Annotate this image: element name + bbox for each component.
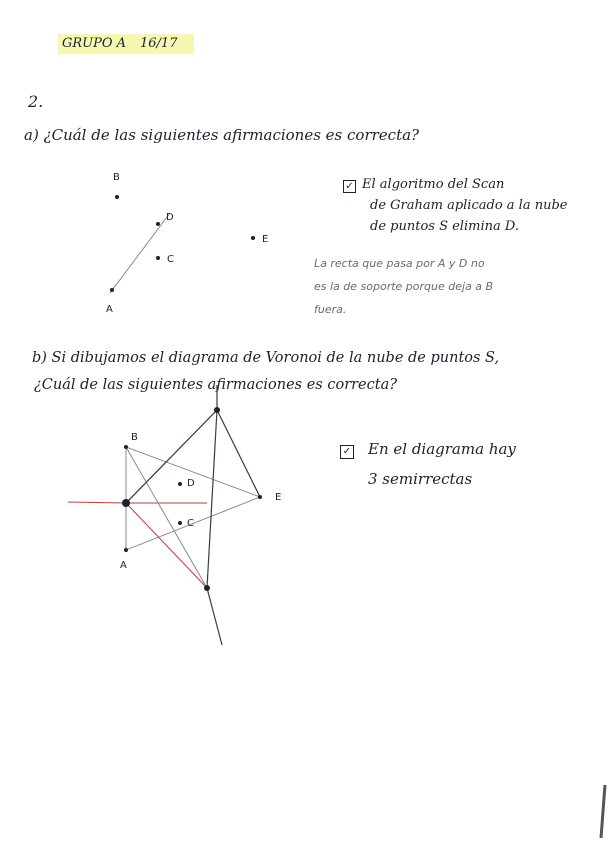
vor-point-b-label: B bbox=[131, 432, 138, 443]
answer-a-line-1: El algoritmo del Scan bbox=[362, 177, 505, 192]
note-a-line-3: fuera. bbox=[314, 303, 347, 316]
point-d-label: D bbox=[166, 212, 174, 223]
checkbox-a[interactable]: ✓ bbox=[343, 180, 356, 193]
part-b-prompt-line-2: ¿Cuál de las siguientes afirmaciones es correcta? bbox=[34, 377, 398, 393]
point-c-label: C bbox=[167, 254, 174, 265]
vor-point-c-label: C bbox=[187, 518, 194, 529]
checkbox-b[interactable]: ✓ bbox=[340, 445, 354, 459]
note-a-line-2: es la de soporte porque deja a B bbox=[314, 280, 494, 293]
answer-b-line-1: En el diagrama hay bbox=[368, 440, 516, 458]
answer-b-line-2: 3 semirrectas bbox=[368, 470, 473, 488]
note-a-line-1: La recta que pasa por A y D no bbox=[314, 257, 485, 270]
question-number: 2. bbox=[28, 92, 44, 111]
answer-a-line-2: de Graham aplicado a la nube bbox=[370, 198, 568, 213]
score-label: 16/17 bbox=[140, 36, 178, 51]
part-a-prompt: a) ¿Cuál de las siguientes afirmaciones es correcta? bbox=[24, 126, 420, 144]
answer-a-line-3: de puntos S elimina D. bbox=[370, 219, 519, 234]
vor-point-a-label: A bbox=[120, 560, 127, 571]
vor-point-e-label: E bbox=[275, 492, 282, 503]
point-b-label: B bbox=[113, 172, 120, 183]
vor-point-d-label: D bbox=[187, 478, 195, 489]
point-e-label: E bbox=[262, 234, 269, 245]
part-b-prompt-line-1: b) Si dibujamos el diagrama de Voronoi de la nube de puntos S, bbox=[32, 350, 500, 366]
point-a-label: A bbox=[106, 304, 113, 315]
group-label: GRUPO A bbox=[62, 36, 127, 51]
